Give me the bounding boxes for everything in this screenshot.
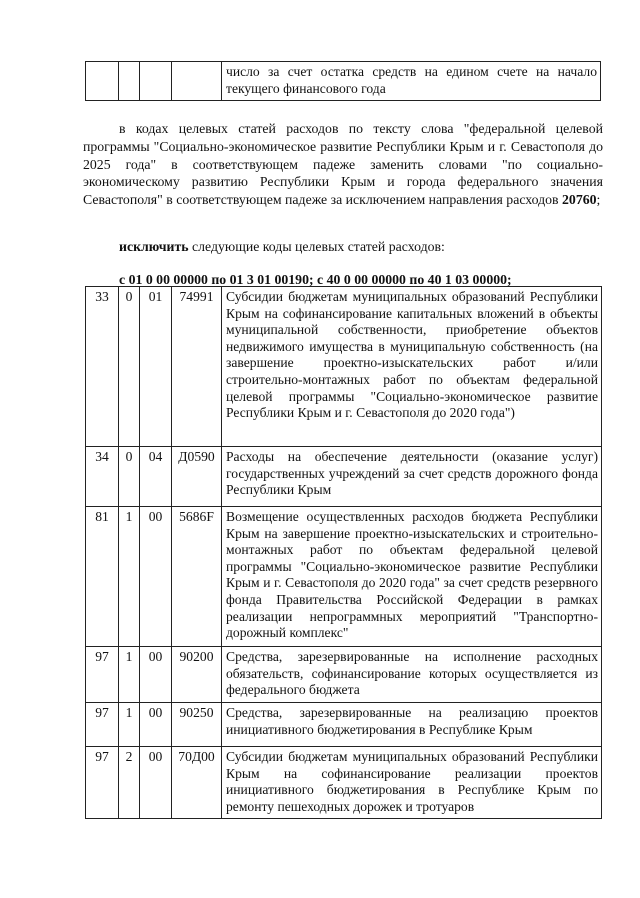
row-description: Возмещение осуществленных расходов бюджета Республики Крым на завершение проектно-изыскательских и строительно-монтажных работ по объектам федеральной целевой программы "Социально-экономическое развитие Республики Крым и г. Севастополя до 2020 года" за счет средств резервного фонда Правительства Российской Федерации в рамках реализации непрограммных мероприятий "Транспортно-дорожный комплекс" <box>222 507 602 647</box>
row-description: число за счет остатка средств на едином счете на начало текущего финансового года <box>222 62 601 101</box>
code-part-3: 01 <box>140 287 172 447</box>
code-direction: 70Д00 <box>172 747 222 819</box>
code-direction: 90250 <box>172 703 222 747</box>
codes-table <box>85 286 602 819</box>
code-part-1: 81 <box>86 507 119 647</box>
code-part-2: 2 <box>119 747 140 819</box>
code-part-2: 0 <box>119 447 140 507</box>
code-part-3: 00 <box>140 703 172 747</box>
codes-table-body <box>86 287 602 819</box>
row-description: Расходы на обеспечение деятельности (оказание услуг) государственных учреждений за счет средств дорожного фонда Республики Крым <box>222 447 602 507</box>
paragraph-code-range: с 01 0 00 00000 по 01 3 01 00190; с 40 0 00 00000 по 40 1 03 00000; <box>119 272 512 287</box>
code-part-3: 00 <box>140 747 172 819</box>
row-description: Средства, зарезервированные на реализацию проектов инициативного бюджетирования в Республике Крым <box>222 703 602 747</box>
code-direction: Д0590 <box>172 447 222 507</box>
table-row <box>86 507 602 647</box>
code-part-1: 97 <box>86 703 119 747</box>
cell-empty <box>86 62 119 101</box>
table-row <box>86 747 602 819</box>
cell-empty <box>140 62 172 101</box>
code-direction: 90200 <box>172 647 222 703</box>
row-description: Средства, зарезервированные на исполнение расходных обязательств, софинансирование которых осуществляется из федерального бюджета <box>222 647 602 703</box>
cell-empty <box>172 62 222 101</box>
code-part-1: 34 <box>86 447 119 507</box>
table-row <box>86 62 601 101</box>
code-part-1: 33 <box>86 287 119 447</box>
code-part-2: 0 <box>119 287 140 447</box>
paragraph-bold-code: 20760 <box>562 192 597 208</box>
code-part-3: 04 <box>140 447 172 507</box>
table-row <box>86 287 602 447</box>
code-part-2: 1 <box>119 647 140 703</box>
code-part-3: 00 <box>140 647 172 703</box>
paragraph-text: в кодах целевых статей расходов по тексту слова "федеральной целевой программы "Социально-экономическое развитие Республики Крым и г. Севастополя до 2025 года" в соответствующем падеже заменить словами "по социально-экономическому развитию Республики Крым и города федерального значения Севастополя" в соответствующем падеже за исключением направления расходов <box>83 121 603 208</box>
paragraph-tail: ; <box>596 192 601 208</box>
table-row <box>86 447 602 507</box>
table-row <box>86 703 602 747</box>
exclude-keyword: исключить <box>119 239 189 254</box>
code-part-3: 00 <box>140 507 172 647</box>
paragraph-exclude <box>119 238 599 256</box>
paragraph-replacement <box>83 120 603 209</box>
cell-empty <box>119 62 140 101</box>
code-part-1: 97 <box>86 647 119 703</box>
exclude-text: следующие коды целевых статей расходов: <box>188 239 445 254</box>
code-part-2: 1 <box>119 507 140 647</box>
table-row <box>86 647 602 703</box>
row-description: Субсидии бюджетам муниципальных образований Республики Крым на софинансирование капитальных вложений в объекты муниципальной собственности, приобретение объектов недвижимого имущества в муниципальную собственность (на завершение проектно-изыскательских работ и/или строительно-монтажных работ по объектам федеральной целевой программы "Социально-экономическое развитие Республики Крым и г. Севастополя до 2020 года") <box>222 287 602 447</box>
code-part-1: 97 <box>86 747 119 819</box>
code-direction: 5686F <box>172 507 222 647</box>
code-part-2: 1 <box>119 703 140 747</box>
code-direction: 74991 <box>172 287 222 447</box>
row-description: Субсидии бюджетам муниципальных образований Республики Крым на софинансирование реализации проектов инициативного бюджетирования в Республике Крым по ремонту пешеходных дорожек и тротуаров <box>222 747 602 819</box>
top-table-fragment <box>85 61 601 101</box>
